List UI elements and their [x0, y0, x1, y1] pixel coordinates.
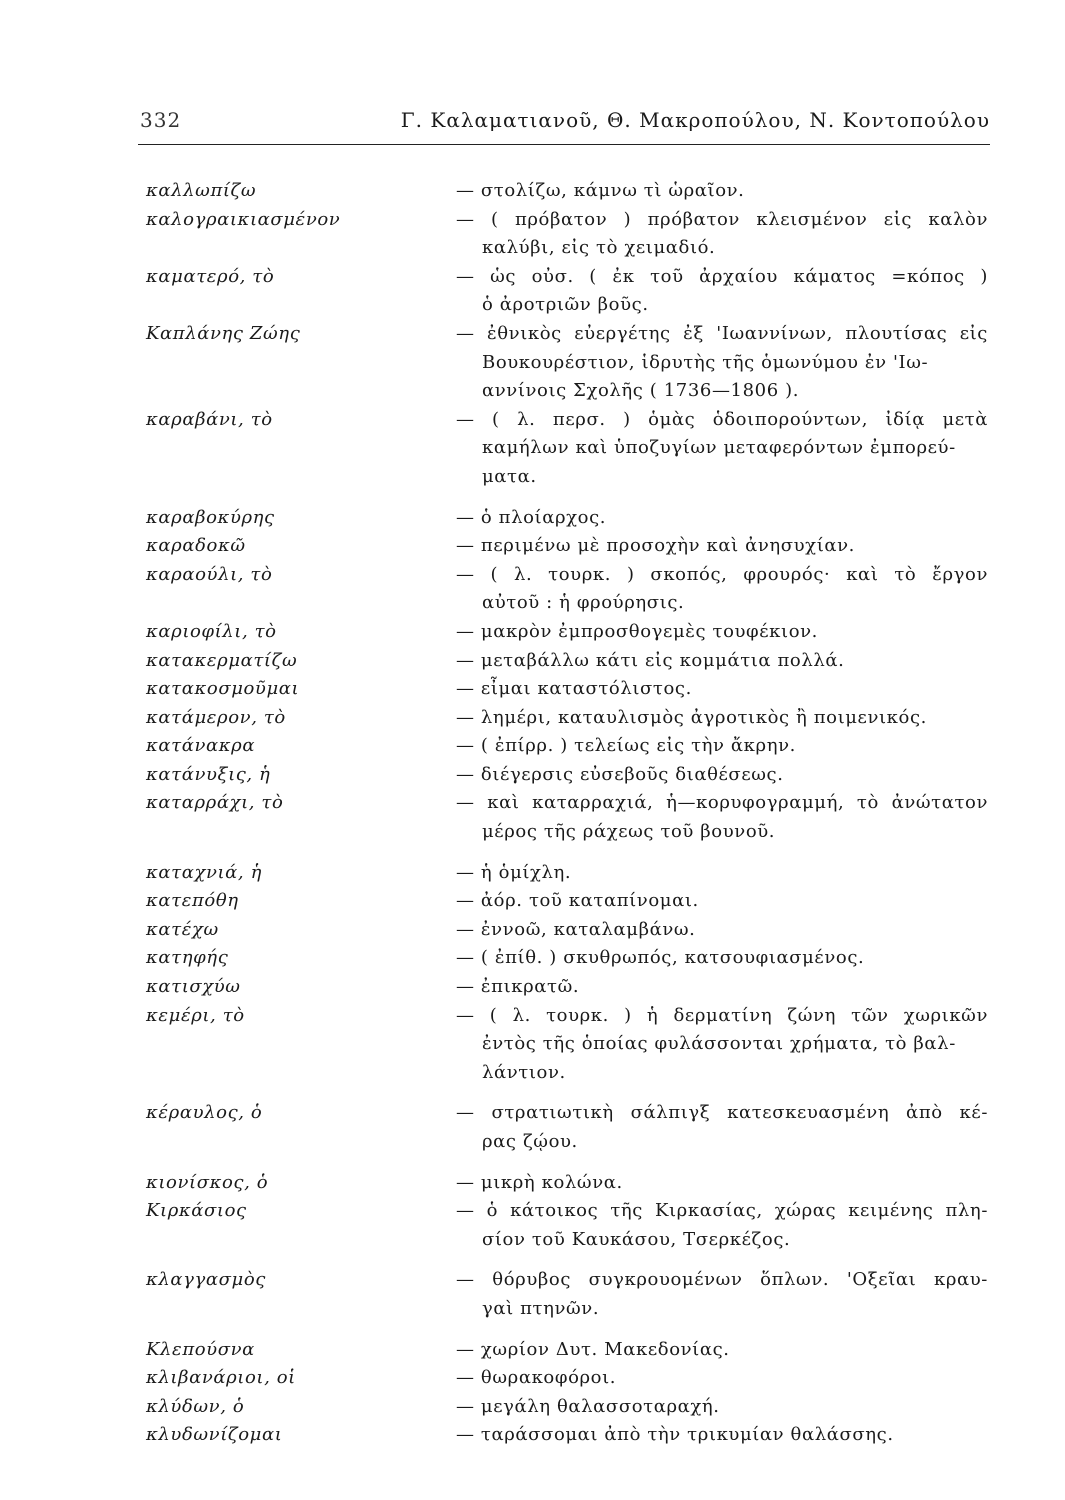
definition-line: — ὡς οὐσ. ( ἐκ τοῦ ἀρχαίου κάματος =κόπος )	[456, 265, 988, 287]
entry-definition	[456, 704, 988, 733]
definition-line: αὐτοῦ : ἡ φρούρησις.	[482, 592, 685, 614]
definition-line: — λημέρι, καταυλισμὸς ἀγροτικὸς ἢ ποιμενικός.	[456, 706, 927, 728]
glossary-entry	[0, 1002, 1065, 1088]
entry-definition	[456, 532, 988, 561]
entry-term: καταχνιά, ἡ	[146, 861, 262, 883]
entry-definition	[456, 675, 988, 704]
definition-line: — στρατιωτικὴ σάλπιγξ κατεσκευασμένη ἀπὸ κέ-	[456, 1102, 988, 1124]
entry-definition	[456, 944, 988, 973]
definition-line: — μακρὸν ἐμπροσθογεμὲς τουφέκιον.	[456, 620, 818, 642]
entry-definition	[456, 887, 988, 916]
entry-term: κατακερματίζω	[146, 649, 298, 671]
definition-line: καμήλων καὶ ὑποζυγίων μεταφερόντων ἐμπορεύ-	[482, 437, 956, 459]
glossary-entry	[0, 1421, 1065, 1450]
definition-line: ὁ ἀροτριῶν βοῦς.	[482, 294, 649, 316]
entry-definition	[456, 206, 988, 263]
entry-term: κατισχύω	[146, 976, 241, 998]
entry-term: κλαγγασμὸς	[146, 1269, 266, 1291]
definition-line: — ( λ. περσ. ) ὁμὰς ὁδοιπορούντων, ἰδίᾳ μετὰ	[456, 408, 988, 430]
entry-definition	[456, 732, 988, 761]
definition-line: γαὶ πτηνῶν.	[482, 1297, 600, 1319]
entry-term: Κιρκάσιος	[146, 1200, 247, 1222]
glossary-entry	[0, 406, 1065, 492]
entry-term: Καπλάνης Ζώης	[146, 322, 301, 344]
definition-line: — μεγάλη θαλασσοταραχή.	[456, 1395, 720, 1417]
definition-line: — μικρὴ κολώνα.	[456, 1171, 623, 1193]
entry-term: καραδοκῶ	[146, 535, 246, 557]
glossary-entry	[0, 561, 1065, 618]
entry-term: κατέχω	[146, 918, 219, 940]
entry-term: καλλωπίζω	[146, 180, 257, 201]
entry-spacer	[0, 1254, 1065, 1266]
glossary-entry	[0, 532, 1065, 561]
glossary-entry	[0, 1197, 1065, 1254]
definition-line: λάντιον.	[482, 1061, 566, 1083]
entry-definition	[456, 1197, 988, 1254]
entry-spacer	[0, 1324, 1065, 1336]
entry-term: καματερό, τὸ	[146, 265, 275, 287]
glossary-entries	[0, 177, 1065, 1450]
entry-definition	[456, 973, 988, 1002]
glossary-entry	[0, 177, 1065, 206]
page-number: 332	[140, 108, 182, 132]
entry-definition	[456, 647, 988, 676]
entry-definition	[456, 1364, 988, 1393]
entry-term: κατακοσμοῦμαι	[146, 678, 300, 700]
definition-line: — ἡ ὁμίχλη.	[456, 861, 572, 883]
entry-term: καριοφίλι, τὸ	[146, 620, 277, 642]
definition-line: μέρος τῆς ράχεως τοῦ βουνοῦ.	[482, 821, 776, 843]
definition-line: — ( ἐπίθ. ) σκυθρωπός, κατσουφιασμένος.	[456, 947, 865, 969]
entry-definition	[456, 916, 988, 945]
glossary-entry	[0, 704, 1065, 733]
entry-term: καταρράχι, τὸ	[146, 792, 284, 814]
definition-line: — ταράσσομαι ἀπὸ τὴν τρικυμίαν θαλάσσης.	[456, 1424, 894, 1446]
entry-definition	[456, 561, 988, 618]
page-header	[140, 108, 990, 138]
definition-line: — μεταβάλλω κάτι εἰς κομμάτια πολλά.	[456, 649, 845, 671]
definition-line: — ἐννοῶ, καταλαμβάνω.	[456, 918, 696, 940]
definition-line: — θωρακοφόροι.	[456, 1367, 617, 1389]
definition-line: — ( ἐπίρρ. ) τελείως εἰς τὴν ἄκρην.	[456, 735, 796, 757]
entry-term: κλιβανάριοι, οἱ	[146, 1367, 296, 1389]
glossary-entry	[0, 732, 1065, 761]
entry-definition	[456, 504, 988, 533]
glossary-entry	[0, 944, 1065, 973]
definition-line: — θόρυβος συγκρουομένων ὅπλων. 'Οξεῖαι κραυ-	[456, 1269, 988, 1291]
entry-definition	[456, 1002, 988, 1088]
definition-line: — εἶμαι καταστόλιστος.	[456, 678, 692, 700]
definition-line: — ὁ κάτοικος τῆς Κιρκασίας, χώρας κειμένης πλη-	[456, 1200, 988, 1222]
glossary-entry	[0, 1364, 1065, 1393]
definition-line: — ( λ. τουρκ. ) σκοπός, φρουρός· καὶ τὸ ἔργον	[456, 563, 988, 585]
definition-line: ἐντὸς τῆς ὁποίας φυλάσσονται χρήματα, τὸ βαλ-	[482, 1033, 956, 1055]
entry-term: καραβοκύρης	[146, 506, 275, 528]
entry-term: κιονίσκος, ὁ	[146, 1171, 269, 1193]
entry-definition	[456, 263, 988, 320]
entry-definition	[456, 1266, 988, 1323]
definition-line: — ( πρόβατον ) πρόβατον κλεισμένον εἰς καλὸν	[456, 208, 988, 230]
definition-line: — ἐθνικὸς εὐεργέτης ἐξ 'Ιωαννίνων, πλουτίσας εἰς	[456, 322, 988, 344]
entry-definition	[456, 1421, 988, 1450]
entry-term: κλυδωνίζομαι	[146, 1424, 283, 1446]
glossary-entry	[0, 916, 1065, 945]
definition-line: — στολίζω, κάμνω τὶ ὡραῖον.	[456, 180, 745, 201]
glossary-entry	[0, 859, 1065, 888]
definition-line: — χωρίον Δυτ. Μακεδονίας.	[456, 1338, 730, 1360]
definition-line: — ἐπικρατῶ.	[456, 976, 580, 998]
entry-spacer	[0, 847, 1065, 859]
entry-definition	[456, 618, 988, 647]
entry-definition	[456, 1169, 988, 1198]
entry-definition	[456, 320, 988, 406]
definition-line: — ἀόρ. τοῦ καταπίνομαι.	[456, 890, 699, 912]
entry-spacer	[0, 1157, 1065, 1169]
entry-definition	[456, 1393, 988, 1422]
entry-term: κεμέρι, τὸ	[146, 1004, 245, 1026]
glossary-entry	[0, 1266, 1065, 1323]
definition-line: Βουκουρέστιον, ἱδρυτὴς τῆς ὁμωνύμου ἐν 'Ιω-	[482, 351, 929, 373]
glossary-entry	[0, 263, 1065, 320]
glossary-entry	[0, 1169, 1065, 1198]
glossary-entry	[0, 1099, 1065, 1156]
entry-term: κατάνακρα	[146, 735, 256, 757]
definition-line: αννίνοις Σχολῆς ( 1736—1806 ).	[482, 380, 800, 402]
glossary-entry	[0, 504, 1065, 533]
glossary-entry	[0, 675, 1065, 704]
glossary-entry	[0, 206, 1065, 263]
entry-term: καραβάνι, τὸ	[146, 408, 273, 430]
entry-term: καραούλι, τὸ	[146, 563, 273, 585]
glossary-entry	[0, 320, 1065, 406]
entry-definition	[456, 177, 988, 206]
entry-definition	[456, 761, 988, 790]
entry-term: κατεπόθη	[146, 890, 239, 912]
running-head: Γ. Καλαματιανοῦ, Θ. Μακροπούλου, Ν. Κοντοπούλου	[400, 108, 990, 132]
glossary-entry	[0, 618, 1065, 647]
definition-line: — περιμένω μὲ προσοχὴν καὶ ἀνησυχίαν.	[456, 535, 855, 557]
glossary-entry	[0, 887, 1065, 916]
definition-line: ματα.	[482, 465, 537, 487]
definition-line: σίον τοῦ Καυκάσου, Τσερκέζος.	[482, 1228, 791, 1250]
header-rule	[138, 144, 990, 145]
entry-term: Κλεπούσνα	[146, 1338, 255, 1360]
definition-line: ρας ζῴου.	[482, 1131, 578, 1152]
entry-spacer	[0, 492, 1065, 504]
glossary-entry	[0, 761, 1065, 790]
entry-term: κατάνυξις, ἡ	[146, 763, 271, 785]
definition-line: — καὶ καταρραχιά, ἡ—κορυφογραμμή, τὸ ἀνώτατον	[456, 792, 988, 814]
glossary-entry	[0, 647, 1065, 676]
definition-line: καλύβι, εἰς τὸ χειμαδιό.	[482, 237, 716, 259]
entry-spacer	[0, 1087, 1065, 1099]
entry-definition	[456, 789, 988, 846]
glossary-entry	[0, 789, 1065, 846]
entry-term: κέραυλος, ὁ	[146, 1102, 263, 1124]
entry-term: κατηφής	[146, 947, 229, 969]
entry-definition	[456, 859, 988, 888]
entry-term: καλογραικιασμένον	[146, 208, 341, 230]
entry-definition	[456, 1336, 988, 1365]
entry-term: κλύδων, ὁ	[146, 1395, 245, 1417]
definition-line: — διέγερσις εὐσεβοῦς διαθέσεως.	[456, 763, 784, 785]
definition-line: — ὁ πλοίαρχος.	[456, 506, 607, 528]
glossary-entry	[0, 1393, 1065, 1422]
definition-line: — ( λ. τουρκ. ) ἡ δερματίνη ζώνη τῶν χωρικῶν	[456, 1004, 988, 1026]
glossary-entry	[0, 1336, 1065, 1365]
glossary-entry	[0, 973, 1065, 1002]
entry-term: κατάμερον, τὸ	[146, 706, 286, 728]
entry-definition	[456, 1099, 988, 1156]
entry-definition	[456, 406, 988, 492]
